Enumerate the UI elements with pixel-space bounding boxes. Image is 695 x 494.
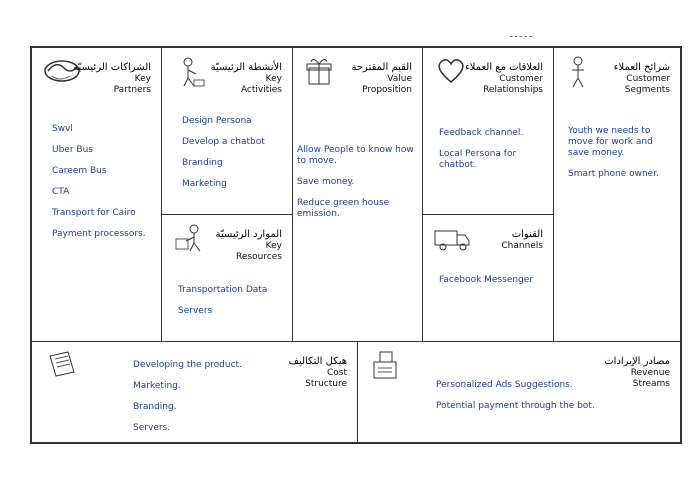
receipt-icon	[46, 350, 78, 380]
key-activities-list	[182, 116, 288, 200]
business-model-canvas	[30, 46, 682, 444]
key-activities-block	[162, 48, 293, 215]
channels-ar: القنوات	[511, 229, 543, 240]
list-item: Develop a chatbot	[182, 137, 265, 147]
customer-relationships-en2: Relationships	[483, 85, 543, 95]
heart-icon	[437, 58, 465, 84]
customer-segments-en2: Segments	[624, 85, 670, 95]
list-item: Marketing	[182, 179, 227, 189]
list-item: Marketing.	[133, 381, 181, 391]
key-partners-en2: Partners	[113, 85, 151, 95]
key-activities-ar: الأنشطة الرئيسيّة	[210, 62, 282, 73]
list-item: Youth we needs to move for work and save money.	[568, 126, 653, 158]
customer-relationships-en1: Customer	[499, 74, 543, 84]
key-activities-en2: Activities	[240, 85, 282, 95]
list-item: Personalized Ads Suggestions.	[436, 380, 573, 390]
key-resources-en1: Key	[265, 241, 282, 251]
list-item: Save money.	[297, 177, 355, 187]
worker-with-cart-icon	[174, 223, 206, 255]
list-item: Potential payment through the bot.	[436, 401, 595, 411]
list-item: Swvl	[52, 124, 73, 134]
list-item: Transportation Data	[178, 285, 268, 295]
list-item: Servers	[178, 306, 213, 316]
list-item: Local Persona for chatbot.	[439, 149, 517, 170]
list-item: Branding	[182, 158, 223, 168]
channels-list	[439, 275, 551, 296]
channels-en1: Channels	[501, 241, 543, 251]
person-icon	[566, 56, 590, 88]
list-item: Branding.	[133, 402, 177, 412]
gift-icon	[303, 56, 335, 88]
list-item: Smart phone owner.	[568, 169, 659, 179]
customer-segments-block	[554, 48, 680, 342]
list-item: Allow People to know how to move.	[297, 145, 414, 166]
list-item: Design Persona	[182, 116, 252, 126]
cost-structure-list	[133, 360, 283, 444]
value-proposition-ar: القيم المقترحة	[351, 62, 412, 73]
list-item: Reduce green house emission.	[297, 198, 390, 219]
revenue-streams-ar: مصادر الإيرادات	[604, 356, 670, 367]
list-item: Facebook Messenger	[439, 275, 534, 285]
worker-icon	[176, 56, 206, 88]
key-activities-en1: Key	[265, 74, 282, 84]
customer-segments-list	[568, 126, 676, 190]
customer-relationships-block	[423, 48, 554, 215]
revenue-streams-list	[436, 380, 616, 422]
value-proposition-en1: Value	[387, 74, 412, 84]
customer-segments-en1: Customer	[626, 74, 670, 84]
value-proposition-block	[293, 48, 423, 342]
key-resources-ar: الموارد الرئيسيّة	[215, 229, 282, 240]
key-partners-list	[52, 124, 157, 250]
value-proposition-list	[297, 145, 421, 230]
cash-register-icon	[370, 348, 400, 382]
customer-relationships-list	[439, 128, 551, 181]
value-proposition-en2: Proposition	[362, 85, 412, 95]
key-partners-en1: Key	[134, 74, 151, 84]
revenue-streams-en2: Streams	[632, 379, 670, 389]
revenue-streams-block	[358, 342, 680, 442]
truck-icon	[433, 225, 471, 253]
key-resources-en2: Resources	[236, 252, 282, 262]
cost-structure-en2: Structure	[305, 379, 347, 389]
list-item: Transport for Cairo	[52, 208, 136, 218]
key-resources-block	[162, 215, 293, 342]
list-item: Uber Bus	[52, 145, 93, 155]
cost-structure-block	[32, 342, 358, 442]
list-item: Developing the product.	[133, 360, 242, 370]
list-item: Payment processors.	[52, 229, 146, 239]
customer-segments-ar: شرائح العملاء	[613, 62, 670, 73]
cost-structure-en1: Cost	[326, 368, 347, 378]
key-partners-block	[32, 48, 162, 342]
list-item: Servers.	[133, 423, 171, 433]
key-resources-list	[178, 285, 288, 327]
list-item: Careem Bus	[52, 166, 107, 176]
cost-structure-ar: هيكل التكاليف	[288, 356, 347, 367]
list-item: Feedback channel.	[439, 128, 524, 138]
channels-block	[423, 215, 554, 342]
list-item: CTA	[52, 187, 70, 197]
key-partners-ar: الشراكات الرئيسيّة	[73, 62, 151, 73]
customer-relationships-ar: العلاقات مع العملاء	[465, 62, 543, 73]
top-fragment: ـ ـ ـ ـ ـ	[510, 30, 532, 39]
revenue-streams-en1: Revenue	[630, 368, 670, 378]
